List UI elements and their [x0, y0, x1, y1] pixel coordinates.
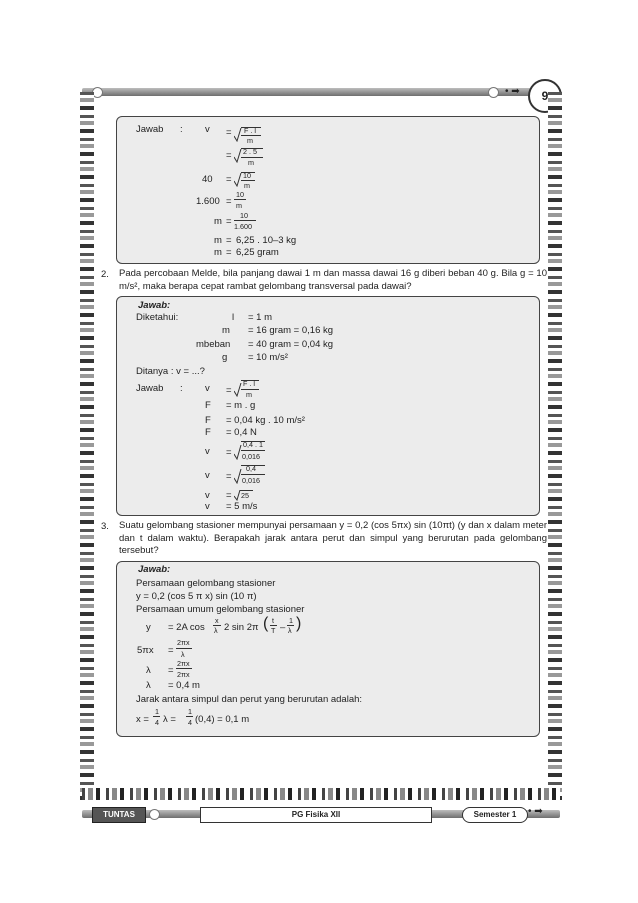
numerator: x: [215, 616, 219, 625]
mass-result-kg: 6,25 . 10–3 kg: [236, 235, 297, 246]
force-formula: = m . g: [226, 400, 256, 411]
known-value: = 10 m/s²: [248, 352, 288, 363]
footer-left-label: TUNTAS: [92, 807, 146, 823]
denominator: m: [247, 136, 253, 145]
equals: =: [226, 150, 232, 161]
footer-title: PG Fisika XII: [200, 807, 432, 823]
known-value: = 16 gram = 0,16 kg: [248, 325, 334, 336]
colon: :: [180, 383, 183, 394]
denominator: λ: [288, 626, 292, 635]
known-value: = 40 gram = 0,04 kg: [248, 339, 334, 350]
box-title: Jawab:: [138, 564, 171, 575]
radicand: 25: [241, 491, 249, 500]
force-result: = 0,4 N: [226, 427, 257, 438]
numerator: 1: [155, 707, 159, 716]
symbol-y: y: [146, 622, 151, 633]
denominator: 0,016: [242, 476, 260, 485]
numerator: 2πx: [177, 659, 190, 668]
equals: =: [226, 247, 232, 258]
fraction-bar: [241, 474, 265, 475]
colon: :: [180, 124, 183, 135]
denominator: m: [244, 181, 250, 190]
wavelength-result: = 0,4 m: [168, 680, 200, 691]
answer-box-1: [116, 116, 540, 264]
fraction-bar: [234, 199, 246, 200]
symbol-m: m: [214, 216, 222, 227]
denominator: 0,016: [242, 452, 260, 461]
symbol-lambda: λ: [146, 665, 151, 676]
numerator: 2πx: [177, 638, 190, 647]
fraction-bar: [176, 668, 192, 669]
fraction-bar: [241, 450, 265, 451]
footer-right-label: Semester 1: [462, 807, 528, 823]
box-title: Jawab:: [138, 300, 171, 311]
value-40: 40: [202, 174, 213, 185]
denominator: 1.600: [234, 222, 252, 231]
equals: =: [226, 196, 232, 207]
equals: =: [168, 645, 174, 656]
equals: =: [226, 385, 232, 396]
sqrt-icon: [234, 469, 242, 484]
symbol-x: x =: [136, 714, 149, 725]
numerator: 1: [188, 707, 192, 716]
numerator: 10: [243, 171, 251, 180]
jawab-label: Jawab: [136, 124, 164, 135]
mass-result-gram: 6,25 gram: [236, 247, 279, 258]
velocity-result: = 5 m/s: [226, 501, 258, 512]
equals: =: [226, 490, 232, 501]
equals: =: [226, 216, 232, 227]
sqrt-icon: [234, 490, 241, 501]
question-3-text: Suatu gelombang stasioner mempunyai persamaan y = 0,2 (cos 5πx) sin (10πt) (y dan x dalam meter dan t dalam waktu). Berapakah jarak antara perut dan simpul yang berurutan pada gelombang tersebut?: [119, 520, 547, 556]
known-symbol: g: [222, 352, 228, 363]
question-number: 2.: [101, 269, 109, 280]
denominator: 2πx: [177, 670, 190, 679]
equation-part: λ =: [163, 714, 176, 725]
question-2-text: Pada percobaan Melde, bila panjang dawai 1 m dan massa dawai 16 g diberi beban 40 g. Bila g = 10 m/s², maka berapa cepat rambat gelombang transversal pada dawai?: [119, 268, 547, 292]
equals: =: [226, 471, 232, 482]
page-number: 9: [528, 79, 562, 113]
fraction-bar: [153, 716, 160, 717]
symbol-v: v: [205, 490, 210, 501]
term-5pix: 5πx: [137, 645, 154, 656]
diketahui-label: Diketahui:: [136, 312, 179, 323]
equals: =: [226, 174, 232, 185]
right-border-decoration: [548, 92, 562, 800]
symbol-v: v: [205, 446, 210, 457]
symbol-F: F: [205, 415, 211, 426]
denominator: λ: [181, 650, 185, 659]
denominator: T: [271, 626, 276, 635]
numerator: 10: [236, 190, 244, 199]
numerator: 2 . 5: [243, 147, 257, 156]
arrow-icon: • ➡: [505, 86, 520, 97]
jawab-label: Jawab: [136, 383, 164, 394]
symbol-v: v: [205, 383, 210, 394]
equals: =: [226, 127, 232, 138]
denominator: m: [236, 201, 242, 210]
footer-dot: [149, 809, 160, 820]
known-value: = 1 m: [248, 312, 273, 323]
fraction-bar: [186, 716, 193, 717]
denominator: 4: [155, 718, 159, 727]
sqrt-icon: [234, 445, 242, 460]
bottom-border-decoration: [82, 788, 560, 800]
ditanya-line: Ditanya : v = ...?: [136, 366, 205, 377]
distance-result: (0,4) = 0,1 m: [195, 714, 250, 725]
close-paren: ): [296, 615, 302, 632]
sqrt-icon: [234, 149, 242, 163]
symbol-F: F: [205, 400, 211, 411]
known-symbol: m: [222, 325, 230, 336]
text-line: Persamaan umum gelombang stasioner: [136, 604, 305, 615]
denominator: m: [248, 158, 254, 167]
denominator: 4: [188, 718, 192, 727]
left-border-decoration: [80, 92, 94, 800]
arrow-icon: • ➡: [528, 806, 543, 817]
symbol-v: v: [205, 501, 210, 512]
fraction-bar: [176, 648, 192, 649]
equals: =: [168, 665, 174, 676]
symbol-v: v: [205, 124, 210, 135]
symbol-m: m: [214, 235, 222, 246]
known-symbol: mbeban: [196, 339, 231, 350]
numerator: t: [272, 616, 274, 625]
value-1600: 1.600: [196, 196, 220, 207]
equation-part: = 2A cos: [168, 622, 205, 633]
sqrt-icon: [234, 383, 242, 397]
equals: =: [226, 235, 232, 246]
equals: =: [226, 447, 232, 458]
text-line: y = 0,2 (cos 5 π x) sin (10 π): [136, 591, 257, 602]
numerator: 0,4 . 1: [243, 440, 263, 449]
numerator: F . l: [243, 379, 255, 388]
fraction-bar: [234, 220, 256, 221]
numerator: F . l: [244, 126, 256, 135]
minus-sign: –: [280, 622, 286, 633]
numerator: 0,4: [246, 464, 256, 473]
denominator: λ: [214, 626, 218, 635]
symbol-m: m: [214, 247, 222, 258]
known-symbol: l: [232, 312, 235, 323]
symbol-lambda: λ: [146, 680, 151, 691]
text-line: Jarak antara simpul dan perut yang berurutan adalah:: [136, 694, 363, 705]
numerator: 10: [240, 211, 248, 220]
text-line: Persamaan gelombang stasioner: [136, 578, 276, 589]
open-paren: (: [263, 615, 269, 632]
symbol-v: v: [205, 470, 210, 481]
question-number: 3.: [101, 521, 109, 532]
denominator: m: [246, 390, 252, 399]
header-dot: [488, 87, 499, 98]
symbol-F: F: [205, 427, 211, 438]
force-substitution: = 0,04 kg . 10 m/s²: [226, 415, 305, 426]
numerator: 1: [289, 616, 293, 625]
equation-part: 2 sin 2π: [224, 622, 259, 633]
